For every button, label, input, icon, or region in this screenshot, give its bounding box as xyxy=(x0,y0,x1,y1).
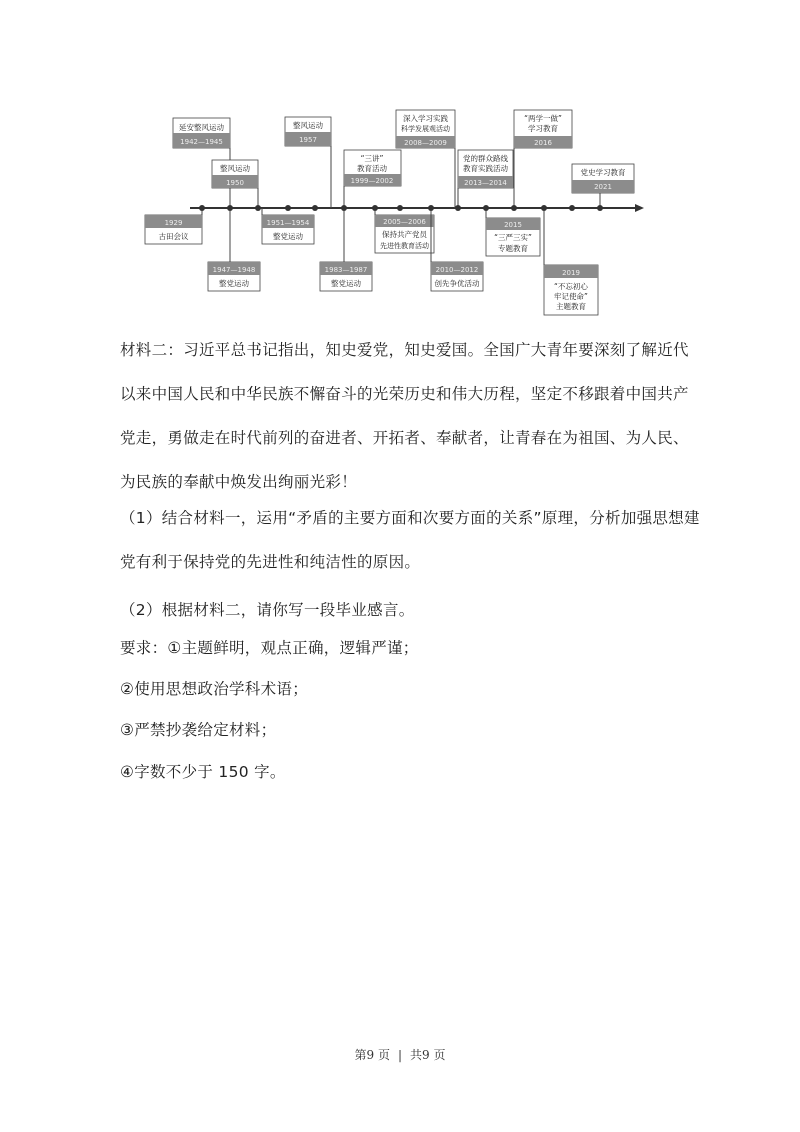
requirement-three: ③严禁抄袭给定材料； xyxy=(120,721,277,739)
requirement-four: ④字数不少于 150 字。 xyxy=(120,763,286,781)
event-baochi-year: 2005—2006 xyxy=(383,218,426,226)
question-two: （2）根据材料二，请你写一段毕业感言。 xyxy=(120,601,415,619)
event-chuangxian-label: 创先争优活动 xyxy=(434,279,480,288)
event-buwang xyxy=(544,208,598,315)
footer-separator: | xyxy=(397,1048,403,1062)
event-dangshi-year: 2021 xyxy=(594,183,612,191)
event-shenru-label2: 科学发展观活动 xyxy=(401,125,450,133)
question-one: （1）结合材料一，运用“矛盾的主要方面和次要方面的关系”原理，分析加强思想建党有利于保持党的先进性和纯洁性的原因。 xyxy=(120,509,700,571)
event-gutian-year: 1929 xyxy=(164,219,183,227)
event-qunzhong-year: 2013—2014 xyxy=(464,179,507,187)
event-gutian xyxy=(145,208,202,244)
event-buwang-label3: 主题教育 xyxy=(556,302,586,311)
event-yanan-label: 延安整风运动 xyxy=(179,123,224,132)
event-zhengfeng-1957-year: 1957 xyxy=(299,136,317,144)
event-gutian-label: 古田会议 xyxy=(158,232,189,241)
requirement-two: ②使用思想政治学科术语； xyxy=(120,680,308,698)
page-total: 共9 页 xyxy=(410,1048,446,1062)
event-dangshi-label: 党史学习教育 xyxy=(580,168,626,177)
event-buwang-year: 2019 xyxy=(562,269,580,277)
event-yanan-year: 1942—1945 xyxy=(180,138,223,146)
event-liangxue-label1: “两学一做” xyxy=(524,114,562,123)
event-dangshi xyxy=(572,164,634,208)
event-sanyan xyxy=(486,208,540,256)
event-qunzhong-label2: 教育实践活动 xyxy=(463,164,508,173)
event-buwang-label2: 牢记使命” xyxy=(554,292,588,301)
event-liangxue-label2: 学习教育 xyxy=(528,124,558,133)
event-zhengdang-1951 xyxy=(262,208,314,244)
event-zhengfeng-1950-year: 1950 xyxy=(226,179,244,187)
event-zhengfeng-1957 xyxy=(285,117,331,208)
event-sanjiang-label2: 教育活动 xyxy=(357,164,387,173)
event-buwang-label1: “不忘初心 xyxy=(554,282,588,291)
timeline-dots xyxy=(199,205,603,211)
event-chuangxian xyxy=(431,208,483,291)
event-zhengdang-1947-label: 整党运动 xyxy=(219,279,249,288)
material-two-paragraph: 材料二：习近平总书记指出，知史爱党，知史爱国。全国广大青年要深刻了解近代以来中国人民和中华民族不懈奋斗的光荣历史和伟大历程，坚定不移跟着中国共产党走，勇做走在时代前列的奋进者、开拓者、奉献者，让青春在为祖国、为人民、为民族的奉献中焕发出绚丽光彩！ xyxy=(120,341,689,491)
event-zhengfeng-1957-label: 整风运动 xyxy=(293,121,323,130)
event-zhengdang-1947-year: 1947—1948 xyxy=(212,266,256,274)
event-liangxue xyxy=(514,110,572,208)
event-sanjiang xyxy=(344,150,401,208)
event-zhengdang-1947 xyxy=(208,208,260,291)
event-sanyan-label1: “三严三实” xyxy=(494,233,532,242)
requirement-one: 要求：①主题鲜明，观点正确，逻辑严谨； xyxy=(120,639,419,657)
event-zhengdang-1951-label: 整党运动 xyxy=(273,232,303,241)
event-baochi-label2: 先进性教育活动 xyxy=(380,242,429,250)
event-sanyan-year: 2015 xyxy=(504,221,522,229)
event-zhengdang-1983 xyxy=(320,208,372,291)
event-chuangxian-year: 2010—2012 xyxy=(435,266,479,274)
event-liangxue-year: 2016 xyxy=(534,139,552,147)
event-baochi-label1: 保持共产党员 xyxy=(382,230,427,239)
event-zhengfeng-1950-label: 整风运动 xyxy=(220,164,250,173)
page-number: 第9 页 xyxy=(354,1048,390,1062)
event-qunzhong-label1: 党的群众路线 xyxy=(463,154,508,163)
event-sanjiang-year: 1999—2002 xyxy=(350,177,394,185)
event-baochi xyxy=(375,208,434,253)
event-zhengdang-1983-year: 1983—1987 xyxy=(324,266,368,274)
event-shenru-label1: 深入学习实践 xyxy=(403,114,448,123)
event-sanjiang-label1: “三讲” xyxy=(360,154,384,163)
event-zhengfeng-1950 xyxy=(212,160,258,208)
event-zhengdang-1983-label: 整党运动 xyxy=(331,279,361,288)
event-qunzhong xyxy=(458,150,513,208)
event-zhengdang-1951-year: 1951—1954 xyxy=(266,219,310,227)
event-shenru xyxy=(396,110,455,208)
party-education-timeline xyxy=(140,100,650,325)
event-shenru-year: 2008—2009 xyxy=(404,139,447,147)
page-footer xyxy=(0,1046,800,1063)
event-sanyan-label2: 专题教育 xyxy=(498,244,528,253)
timeline-arrow xyxy=(635,204,644,212)
